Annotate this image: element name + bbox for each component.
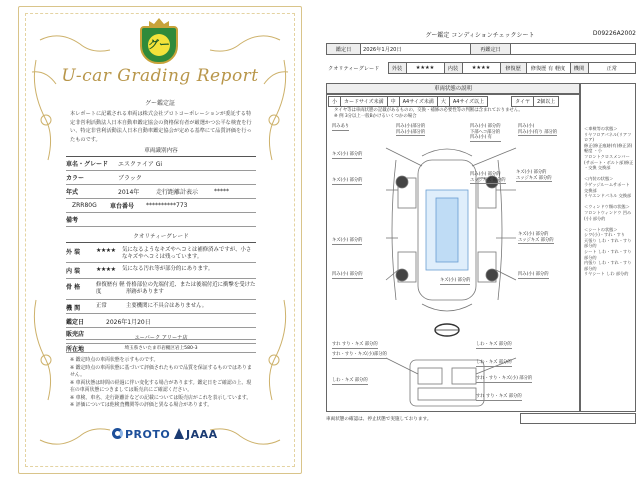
- certificate-subtitle: グー鑑定証: [144, 100, 175, 107]
- appraisal-date-row: [66, 316, 256, 328]
- sheet-footnote: 車両状態の確認は、停止状態で実施しております。: [326, 417, 432, 422]
- vehicle-name-value: エスクァイア Gi: [118, 161, 163, 168]
- shop-name: ユーバーク アリーナ店: [66, 333, 256, 344]
- vehicle-name-row: [66, 157, 256, 171]
- vin-value: **********773: [146, 202, 188, 209]
- vehicle-year-label: 年式: [66, 189, 79, 196]
- diagram-legend: タイヤ等は車両状態の記載があるものの、交換・補修の必要性等の判断は含まれておりません。 ※ 例 3分以上一般Bかけるいくつかの場合: [334, 108, 523, 119]
- proto-mark-icon: [112, 428, 123, 439]
- vehicle-section-heading: 車両識別内容: [66, 146, 256, 157]
- shield-icon: [140, 26, 178, 64]
- grade-row-exterior: [66, 244, 256, 263]
- date-label: 鑑定日: [327, 44, 361, 55]
- size-medium-desc: A4サイズ未満: [399, 97, 437, 107]
- grade-tag: 正常: [96, 303, 107, 309]
- mileage-value: *****: [214, 188, 229, 195]
- damage-callout: 凹みあり: [332, 124, 350, 129]
- quality-section-heading: クオリティーグレード: [66, 232, 256, 243]
- note-line: ※ 評価については他検査機関等の評価と異なる場合があります。: [70, 402, 213, 408]
- grade-label: 内 装: [66, 268, 81, 275]
- damage-callout: すれ・すり・キズ(小) 部分的: [476, 376, 533, 381]
- sheet-document-id: D09226A2002: [592, 30, 636, 37]
- damage-callout: キズ(小) 部分的: [332, 152, 363, 157]
- size-large: 大: [437, 97, 449, 107]
- mileage-label: 走行距離計表示: [156, 189, 199, 196]
- damage-callout: すれ すり・キズ 部分的: [332, 342, 378, 347]
- notes-label: 備考: [66, 217, 79, 224]
- grade-description: 骨格部位の先端付近、または後端付近に衝撃を受けた形跡があります: [126, 282, 256, 295]
- date-table: [326, 43, 636, 55]
- damage-callout: キズ(小) 部分的: [332, 178, 363, 183]
- republish-value: [511, 44, 636, 55]
- frame-value: 修復歴 有 軽度: [526, 63, 570, 74]
- grade-stars: ★★★★: [96, 247, 116, 254]
- grade-row-engine: [66, 300, 256, 314]
- vehicle-color-value: ブラック: [118, 175, 142, 182]
- engine-value: 正常: [588, 63, 636, 74]
- note-line: ※ 車検、車名、走行距離計などの記載については販売店がこれを表示しています。: [70, 394, 252, 401]
- grade-row-frame: [66, 279, 256, 300]
- footer-logos: [0, 424, 320, 446]
- note-line: ※ 車両状態は時間の経過に伴い変化する場合があります。鑑定日をご確認の上、現在の車両状態につきましては販売店にご確認ください。: [70, 379, 252, 393]
- grade-label: 骨 格: [66, 284, 81, 291]
- damage-callout: しわ・キズ 部分的: [476, 360, 512, 365]
- sheet-title: グー鑑定 コンディションチェックシート: [425, 32, 535, 39]
- exterior-label: 外装: [388, 63, 406, 74]
- grade-label: 機 関: [66, 305, 81, 312]
- certificate-notes: [70, 357, 256, 410]
- damage-callout: すれ・すり・キズ(小)部分的: [332, 352, 387, 357]
- vin-label: 車台番号: [110, 203, 135, 210]
- engine-label: 機関: [570, 63, 588, 74]
- grade-label: 外 装: [66, 249, 81, 256]
- certificate-title: U-car Grading Report: [61, 66, 259, 86]
- vehicle-name-label: 車名・グレード: [66, 161, 109, 168]
- grade-row-interior: [66, 263, 256, 279]
- damage-callout: キズ(小) 部分的: [332, 238, 363, 243]
- grade-description: 気になる汚れ等が部分的にあります。: [122, 266, 214, 272]
- quality-label: クオリティーグレード: [328, 65, 380, 72]
- damage-callout: しわ・キズ 部分的: [476, 342, 512, 347]
- appraisal-date-value: 2026年1月20日: [106, 319, 151, 326]
- damage-callout: しわ・キズ 部分的: [332, 378, 368, 383]
- grade-tag: 修復歴有 軽度: [96, 282, 125, 295]
- tires-value: 2個以上: [533, 97, 558, 107]
- condition-notes-column: [580, 83, 636, 412]
- grade-description: 主要機関に不具合はありません。: [126, 303, 208, 309]
- size-medium: 中: [387, 97, 399, 107]
- vehicle-color-label: カラー: [66, 175, 85, 182]
- size-legend-table: [328, 96, 559, 107]
- certificate-intro: 本レポートに記載される車両は株式会社プロトコーポレーションが委託する特定非営利活動法人日本自動車鑑定協会の資格保有者が厳選かつ公平な検査を行い、特定非営利活動法人日本自動車鑑定協会が定める基準にて品質評価を行ったものです。: [70, 111, 252, 143]
- badge-text: グー: [148, 34, 170, 56]
- note-line: ※ 鑑定時点の車両状態を示すものです。: [70, 357, 159, 363]
- condition-notes-text: ＜車検等の状態＞ リヤフロアパネル(リアフロア) 修正(修正痕跡)有(修正済) 軽度 ・小 フロントクロスメンバー(サポート・ボルト部)修正 ・交換 交換部 ＜内装の状態＞ ラゲッジルームサポート 交換部 リヤエンドパネル 交換部 ＜ウィンドウ類の状態＞ フロントウィンドウ 凹み(小) 部分的 ＜シートの状態＞ シワ(小)・すれ・すり 天張り しわ・すれ・すり 部分的 シート しわ・すれ・すり 部分的 内張り しわ・すれ・すり 部分的 リヤシート しわ 部分的: [584, 126, 634, 277]
- frame-label: 修復歴: [500, 63, 526, 74]
- damage-callout: 凹み(小)部分的 凹み(小)部分的: [396, 124, 426, 135]
- damage-callout: 凹み(小) 部分的 エッジキズ 部分的: [470, 172, 506, 183]
- condition-heading: 車両状態の説明: [326, 83, 580, 94]
- grade-stars: ★★★★: [96, 266, 116, 273]
- damage-callout: 凹み(小) 部分的: [332, 272, 363, 277]
- vehicle-model-row: [66, 199, 256, 213]
- goo-certified-badge: [140, 18, 178, 64]
- tires-label: タイヤ: [512, 97, 534, 107]
- damage-callout: 凹み(小) 凹み(小)有り 部分的: [518, 124, 558, 135]
- grade-description: 気になるようなキズやヘコミは補修済みですが、小さなキズやヘコミは残っています。: [122, 247, 252, 260]
- interior-stars: ★★★★: [462, 63, 500, 74]
- damage-callout: すれ すり・キズ 部分的: [476, 394, 522, 399]
- exterior-stars: ★★★★: [406, 63, 444, 74]
- interior-label: 内装: [444, 63, 462, 74]
- damage-callout: 凹み(小) 部分的 下部ヘコ部分的 凹み(小) 有: [470, 124, 501, 141]
- date-value: 2026年1月20日: [361, 44, 471, 55]
- appraisal-date-label: 鑑定日: [66, 319, 85, 326]
- vehicle-year-value: 2014年: [118, 189, 140, 196]
- vehicle-year-row: [66, 185, 256, 199]
- proto-logo: PROTO: [112, 428, 170, 441]
- vehicle-damage-diagram: [326, 120, 580, 410]
- size-small-desc: カードサイズ未満: [341, 97, 388, 107]
- damage-callout: 凹み(小) 部分的: [518, 272, 549, 277]
- size-large-desc: A4サイズ以上: [449, 97, 487, 107]
- shop-address: 埼玉県さいたま市岩槻区岩上580-3: [66, 344, 256, 353]
- damage-callout: キズ(小) 部分的 エッジキズ 部分的: [516, 170, 552, 181]
- note-line: ※ 鑑定時点の車両状態に基づいて評価されたもので品質を保証するものではありません。: [70, 364, 252, 378]
- republish-label: 再鑑定日: [471, 44, 511, 55]
- jaaa-logo: JAAA: [174, 428, 218, 441]
- address-label: 所在地: [66, 346, 85, 353]
- shop-label: 販売店: [66, 331, 85, 338]
- notes-row: [66, 213, 256, 227]
- vehicle-color-row: [66, 171, 256, 185]
- size-small: 小: [329, 97, 341, 107]
- jaaa-mark-icon: [174, 428, 184, 439]
- model-code: ZRR80G: [72, 202, 97, 209]
- quality-table: [326, 62, 636, 74]
- condition-check-sheet: [320, 0, 640, 480]
- damage-callout: キズ(小) 部分的 エッジキズ 部分的: [518, 232, 554, 243]
- damage-callout: キズ(小) 部分的: [440, 278, 471, 283]
- signature-box: [520, 413, 636, 424]
